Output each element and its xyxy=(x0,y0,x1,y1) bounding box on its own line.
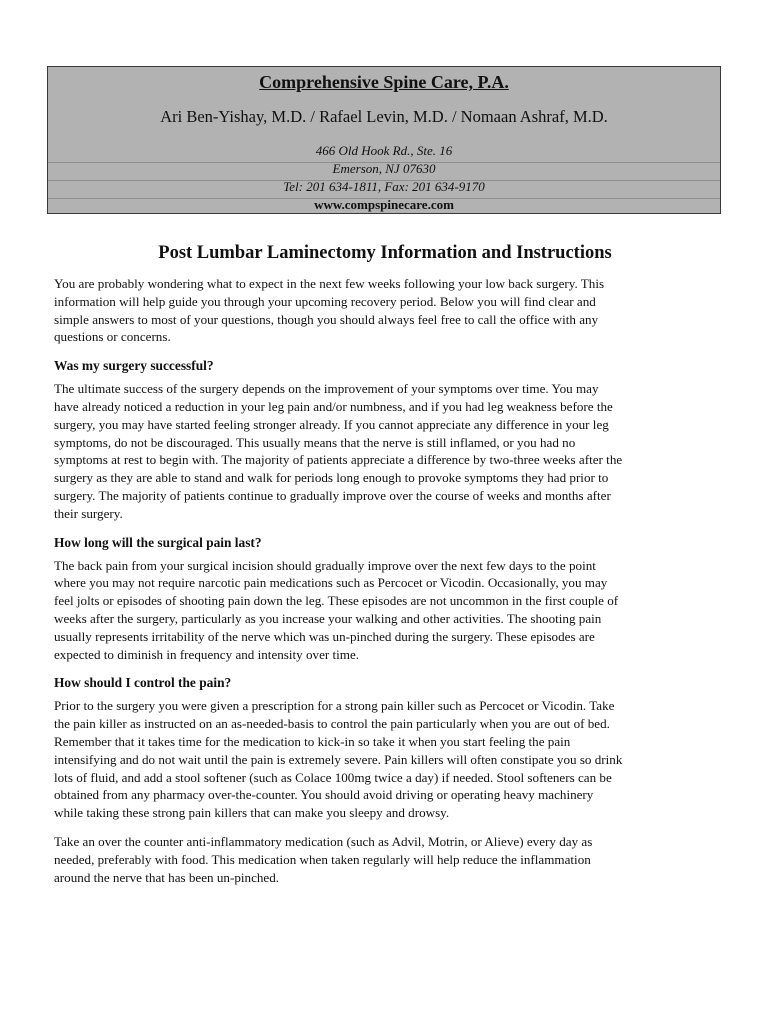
section-paragraph: Prior to the surgery you were given a prescription for a strong pain killer such as Percocet or Vicodin. Take the pain killer as instructed on an as-needed-basis to control the pain particularly when you are out of bed. Remember that it takes time for the medication to kick-in so take it when you start feeling the pain intensifying and do not wait until the pain is extremely severe. Pain killers will often constipate you so drink lots of fluid, and add a stool softener (such as Colace 100mg twice a day) if needed. Stool softeners can be obtained from any pharmacy over-the-counter. You should avoid driving or operating heavy machinery while taking these strong pain killers that can make you sleepy and drowsy. xyxy=(54,698,623,821)
section-heading: Was my surgery successful? xyxy=(54,358,214,374)
address-street: 466 Old Hook Rd., Ste. 16 xyxy=(315,143,453,158)
website-link[interactable]: www.compspinecare.com xyxy=(314,197,454,212)
section-paragraph: The ultimate success of the surgery depends on the improvement of your symptoms over time. You may have already noticed a reduction in your leg pain and/or numbness, and if you had leg weakness before the surgery, you may have started feeling stronger already. If you cannot appreciate any difference in your leg symptoms, do not be discouraged. This usually means that the nerve is still inflamed, or you had no symptoms at rest to begin with. The majority of patients appreciate a difference by two-three weeks after the surgery as they are able to stand and walk for periods long enough to provoke symptoms they had prior to surgery. The majority of patients continue to gradually improve over the course of weeks and months after their surgery. xyxy=(54,381,623,521)
intro-paragraph: You are probably wondering what to expect in the next few weeks following your low back surgery. This information will help guide you through your upcoming recovery period. Below you will find clear and simple answers to most of your questions, though you should always feel free to call the office with any questions or concerns. xyxy=(54,276,605,345)
letterhead-box xyxy=(47,66,721,214)
document-title: Post Lumbar Laminectomy Information and Instructions xyxy=(158,243,612,263)
doctors-list: Ari Ben-Yishay, M.D. / Rafael Levin, M.D. / Nomaan Ashraf, M.D. xyxy=(160,107,608,126)
section-paragraph: Take an over the counter anti-inflammatory medication (such as Advil, Motrin, or Alieve) every day as needed, preferably with food. This medication when taken regularly will help reduce the inflammation around the nerve that has been un-pinched. xyxy=(54,833,593,885)
phone-fax: Tel: 201 634-1811, Fax: 201 634-9170 xyxy=(283,179,485,194)
practice-name: Comprehensive Spine Care, P.A. xyxy=(259,72,509,92)
address-city: Emerson, NJ 07630 xyxy=(332,161,436,176)
section-heading: How should I control the pain? xyxy=(54,675,232,691)
section-heading: How long will the surgical pain last? xyxy=(54,534,262,550)
document-body xyxy=(54,275,716,886)
section-paragraph: The back pain from your surgical incision should gradually improve over the next few days to the point where you may not require narcotic pain medications such as Percocet or Vicodin. Occasionally, you may feel jolts or episodes of shooting pain down the leg. These episodes are not uncommon in the first couple of weeks after the surgery, particularly as you increase your walking and other activities. The shooting pain usually represents irritability of the nerve which was un-pinched during the surgery. These episodes are expected to diminish in frequency and intensity over time. xyxy=(54,557,619,662)
